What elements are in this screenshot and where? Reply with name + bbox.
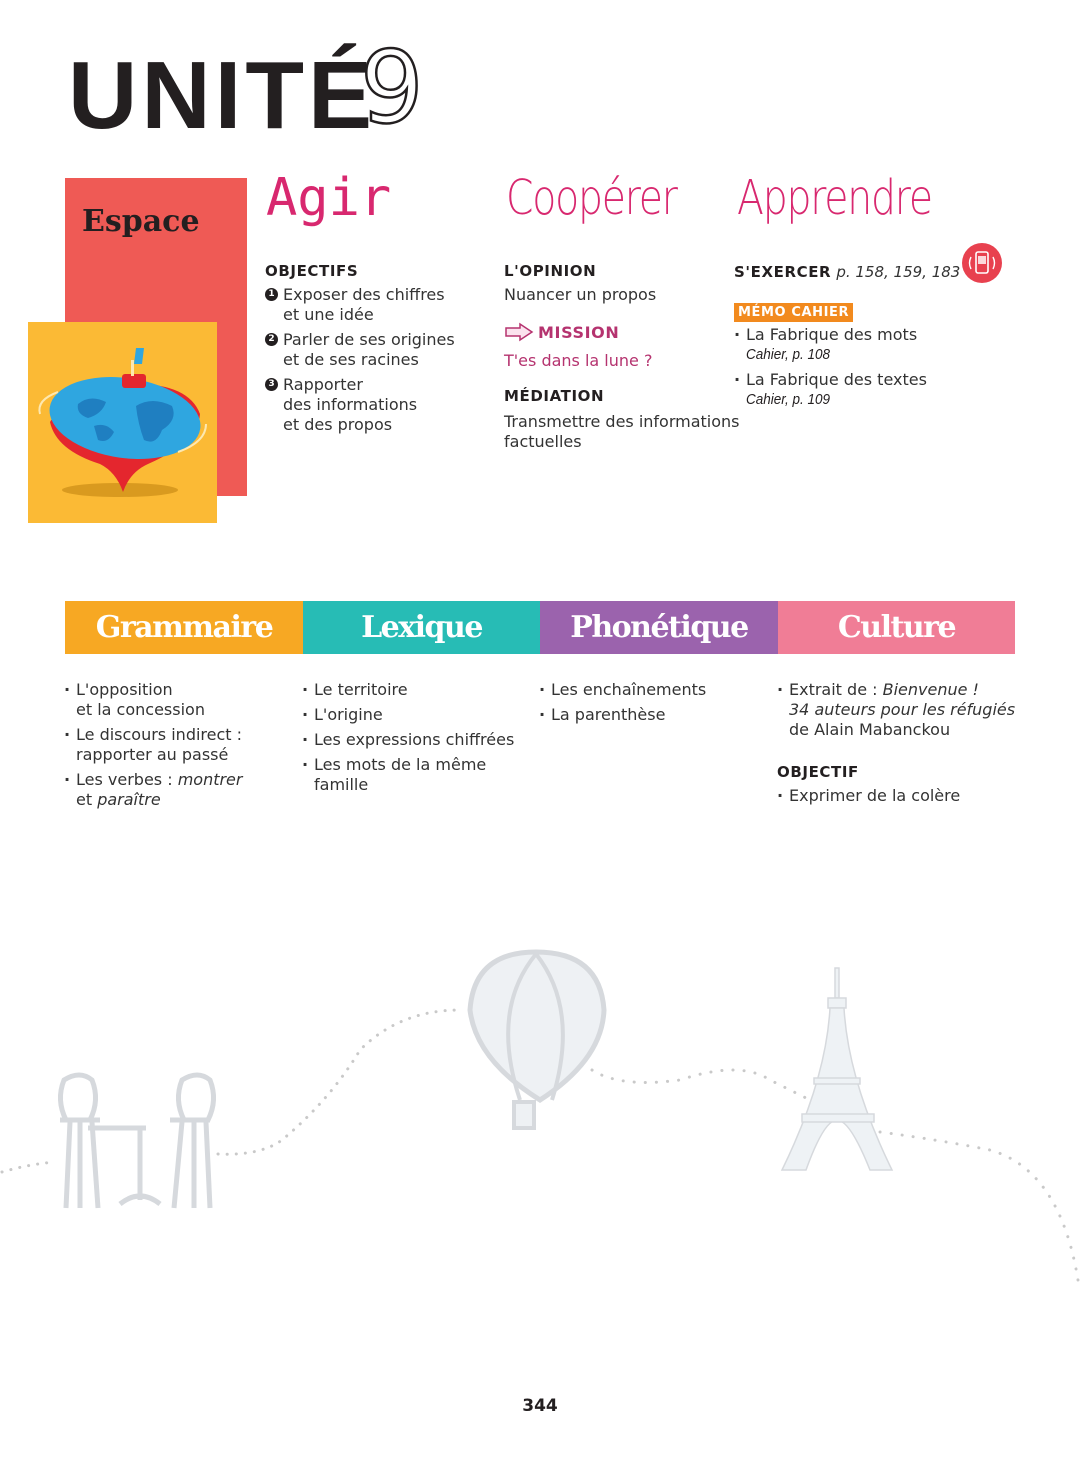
phonetique-item: · Les enchaînements xyxy=(539,680,769,700)
number-badge-icon: 2 xyxy=(265,333,278,346)
exercer-line xyxy=(734,262,960,281)
smartphone-app-icon[interactable] xyxy=(962,243,1002,283)
mission-link[interactable]: T'es dans la lune ? xyxy=(504,351,653,370)
spinning-top-globe-icon xyxy=(28,322,217,523)
memo-item: · La Fabrique des textes Cahier, p. 109 xyxy=(734,370,994,410)
spinning-top-illustration xyxy=(28,322,217,523)
objective-item: 3 Rapporter des informations et des propos xyxy=(265,375,485,435)
culture-objectif-heading: OBJECTIF xyxy=(777,763,859,781)
culture-objectif-item: · Exprimer de la colère xyxy=(777,786,1017,806)
decorative-paris-illustration xyxy=(0,930,1080,1290)
phonetique-list xyxy=(539,680,769,730)
eiffel-tower-icon xyxy=(782,968,892,1170)
objectives-list xyxy=(265,285,485,440)
column-title-apprendre: Apprendre xyxy=(737,170,932,226)
memo-list xyxy=(734,325,994,415)
cahier-ref: Cahier, p. 109 xyxy=(746,391,831,408)
arrow-right-icon xyxy=(504,322,534,342)
objective-item: 1 Exposer des chiffres et une idée xyxy=(265,285,485,325)
lexique-item: · L'origine xyxy=(302,705,537,725)
page-number: 344 xyxy=(522,1396,558,1416)
mediation-heading: MÉDIATION xyxy=(504,387,605,405)
grammaire-item: · Le discours indirect : rapporter au passé xyxy=(64,725,294,765)
objectifs-heading: OBJECTIFS xyxy=(265,262,359,280)
mission-heading: MISSION xyxy=(538,322,620,342)
column-title-cooperer: Coopérer xyxy=(506,170,677,226)
exercer-heading: S'EXERCER xyxy=(734,263,832,281)
espace-label: Espace xyxy=(82,204,200,239)
grammaire-item: · Les verbes : montrer et paraître xyxy=(64,770,294,810)
band-lexique: Lexique xyxy=(303,601,540,654)
band-grammaire: Grammaire xyxy=(65,601,303,654)
opinion-heading: L'OPINION xyxy=(504,262,597,280)
opinion-text: Nuancer un propos xyxy=(504,285,657,304)
exercer-pages: p. 158, 159, 183 xyxy=(836,263,961,281)
mediation-text: Transmettre des informations factuelles xyxy=(504,412,740,451)
mission-header xyxy=(504,322,619,342)
lexique-item: · Le territoire xyxy=(302,680,537,700)
grammaire-item: · L'opposition et la concession xyxy=(64,680,294,720)
number-badge-icon: 1 xyxy=(265,288,278,301)
phonetique-item: · La parenthèse xyxy=(539,705,769,725)
memo-item: · La Fabrique des mots Cahier, p. 108 xyxy=(734,325,994,365)
band-phonetique: Phonétique xyxy=(540,601,778,654)
lexique-item: · Les expressions chiffrées xyxy=(302,730,537,750)
lexique-list xyxy=(302,680,537,800)
grammaire-list xyxy=(64,680,294,815)
lexique-item: · Les mots de la même famille xyxy=(302,755,537,795)
phone-icon xyxy=(962,243,1002,283)
cahier-ref: Cahier, p. 108 xyxy=(746,346,831,363)
column-title-agir: Agir xyxy=(266,168,392,228)
dotted-path-icon xyxy=(2,1162,55,1172)
bistro-table-chairs-icon xyxy=(60,1075,214,1208)
culture-objectif-list xyxy=(777,786,1017,811)
unit-number: 9 xyxy=(360,29,424,146)
objective-item: 2 Parler de ses origines et de ses racines xyxy=(265,330,485,370)
culture-item: · Extrait de : Bienvenue ! 34 auteurs pour les réfugiés de Alain Mabanckou xyxy=(777,680,1017,740)
culture-list xyxy=(777,680,1017,745)
hot-air-balloon-icon xyxy=(470,952,604,1128)
unit-title: UNITÉ xyxy=(68,42,376,149)
band-culture: Culture xyxy=(778,601,1015,654)
memo-cahier-badge: MÉMO CAHIER xyxy=(734,301,853,320)
number-badge-icon: 3 xyxy=(265,378,278,391)
